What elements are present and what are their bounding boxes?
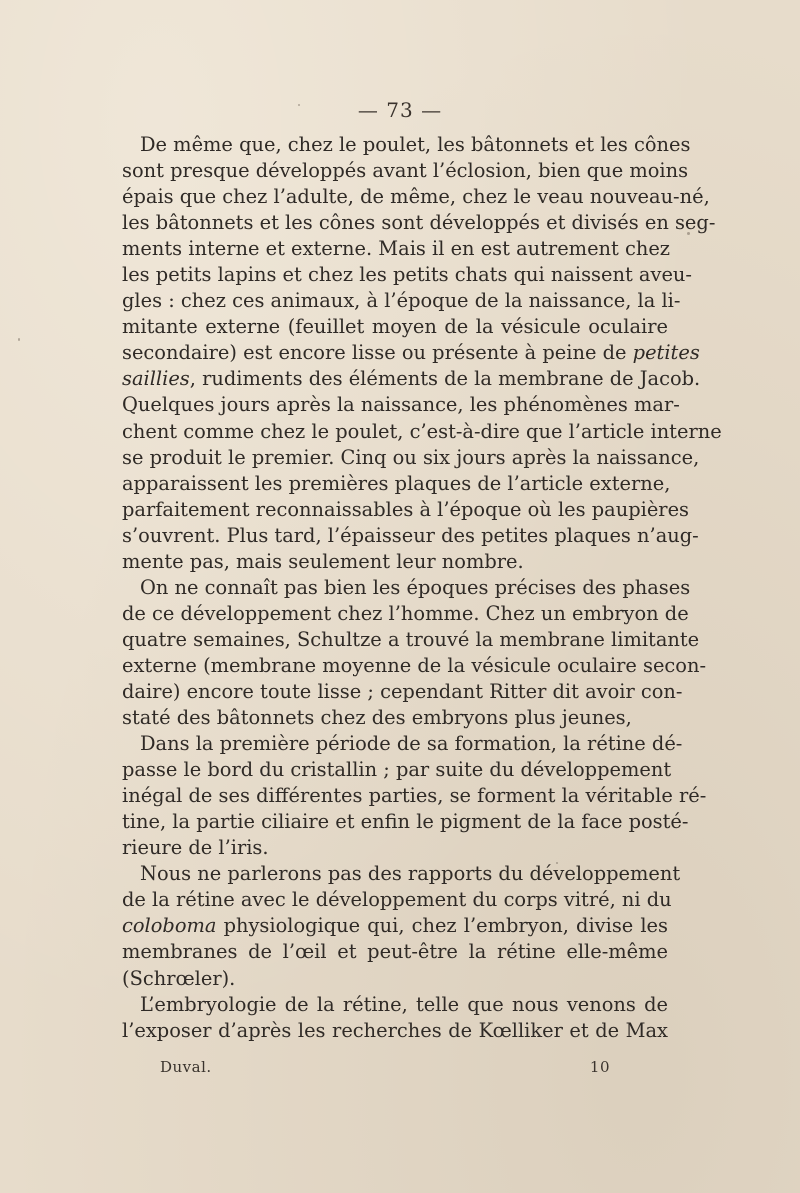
text-line: chent comme chez le poulet, c’est-à-dire que l’article interne	[122, 419, 722, 443]
paragraph-3	[104, 731, 707, 861]
text-line: (Schrœler).	[122, 966, 236, 990]
text-line: mente pas, mais seulement leur nombre.	[122, 549, 524, 573]
italic-term: petites	[632, 341, 700, 365]
text-line: Quelques jours après la naissance, les phénomènes mar-	[122, 393, 680, 417]
signature-mark: Duval.	[160, 1058, 212, 1076]
text-line: quatre semaines, Schultze a trouvé la membrane limitante	[122, 627, 700, 651]
paper-speck	[556, 862, 558, 864]
sheet-number: 10	[589, 1058, 610, 1076]
text-line: staté des bâtonnets chez des embryons plus jeunes,	[122, 706, 632, 730]
text-line: les bâtonnets et les cônes sont développés et divisés en seg-	[122, 211, 716, 235]
text-line: gles : chez ces animaux, à l’époque de la naissance, la li-	[122, 289, 681, 313]
paragraph-2	[104, 575, 707, 731]
paper-speck	[18, 338, 20, 341]
paragraph-4	[104, 861, 681, 991]
text-line: parfaitement reconnaissables à l’époque où les paupières	[122, 497, 689, 521]
text-line: de la rétine avec le développement du corps vitré, ni du	[122, 888, 672, 912]
paragraph-1	[104, 132, 722, 575]
text-line-with-italic	[104, 340, 700, 366]
text-line: externe (membrane moyenne de la vésicule oculaire secon-	[122, 653, 707, 677]
text-line: sont presque développés avant l’éclosion, bien que moins	[122, 159, 689, 183]
text-line: les petits lapins et chez les petits chats qui naissent aveu-	[122, 263, 692, 287]
text-line-with-italic	[104, 366, 701, 392]
text-line: Dans la première période de sa formation, la rétine dé-	[140, 732, 683, 756]
text-line: de ce développement chez l’homme. Chez un embryon de	[122, 601, 689, 625]
paper-speck	[298, 104, 300, 106]
text-line: De même que, chez le poulet, les bâtonnets et les cônes	[140, 133, 691, 156]
text-line: épais que chez l’adulte, de même, chez le veau nouveau-né,	[122, 185, 710, 209]
text-line: On ne connaît pas bien les époques précises des phases	[140, 575, 691, 599]
text-line: apparaissent les premières plaques de l’article externe,	[122, 471, 671, 495]
paper-speck	[687, 232, 690, 235]
text-line: passe le bord du cristallin ; par suite du développement	[122, 758, 672, 782]
text-line: membranes de l’œil et peut-être la rétine elle-même	[122, 940, 668, 964]
page-number: — 73 —	[357, 98, 443, 122]
text-line: rieure de l’iris.	[122, 836, 269, 860]
italic-term: coloboma	[122, 914, 217, 938]
body-text	[104, 132, 722, 1044]
text-segment: , rudiments des éléments de la membrane de Jacob.	[189, 367, 701, 391]
text-line: inégal de ses différentes parties, se forment la véritable ré-	[122, 784, 707, 808]
text-segment: physiologique qui, chez l’embryon, divise les	[223, 914, 668, 938]
text-line: mitante externe (feuillet moyen de la vésicule oculaire	[122, 315, 668, 339]
text-segment: secondaire) est encore lisse ou présente à peine de	[122, 341, 627, 365]
text-line: se produit le premier. Cinq ou six jours après la naissance,	[122, 445, 700, 469]
text-line-with-italic	[104, 913, 668, 939]
text-line: Nous ne parlerons pas des rapports du développement	[140, 862, 681, 886]
text-line: L’embryologie de la rétine, telle que nous venons de	[140, 992, 668, 1016]
text-line: s’ouvrent. Plus tard, l’épaisseur des petites plaques n’aug-	[122, 523, 699, 547]
text-line: daire) encore toute lisse ; cependant Ritter dit avoir con-	[122, 679, 683, 703]
text-line: tine, la partie ciliaire et enfin le pigment de la face posté-	[122, 810, 689, 834]
text-line: l’exposer d’après les recherches de Kœlliker et de Max	[122, 1018, 668, 1042]
paragraph-5	[104, 992, 668, 1044]
italic-term: saillies	[122, 367, 190, 391]
text-line: ments interne et externe. Mais il en est autrement chez	[122, 237, 671, 261]
